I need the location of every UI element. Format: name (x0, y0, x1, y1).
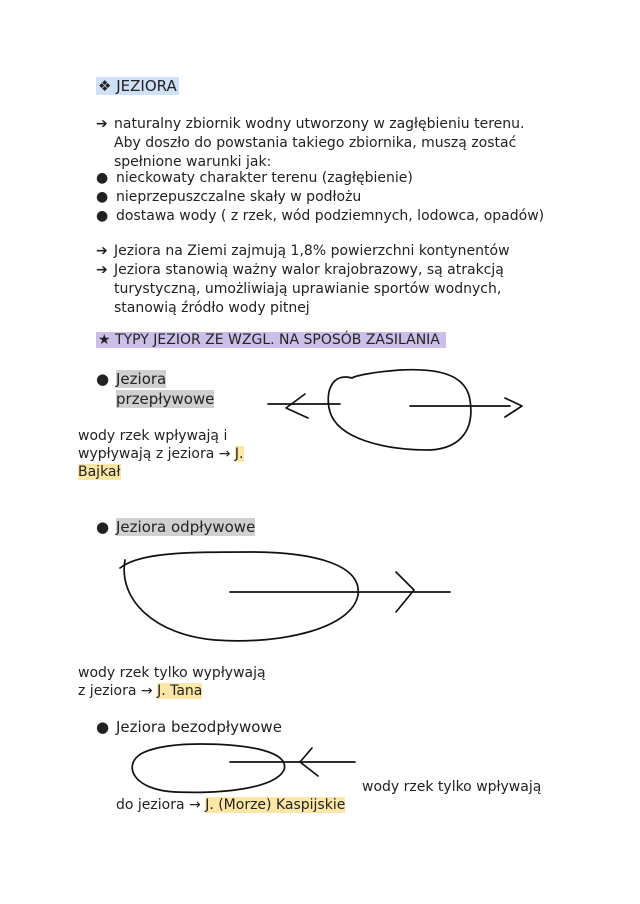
fact-2-line-3: stanowią źródło wody pitnej (114, 300, 310, 316)
arrow-right-icon: ➔ (96, 116, 108, 132)
bullet-icon: ● (96, 370, 110, 388)
bullet-icon: ● (96, 718, 110, 736)
bullet-icon: ● (96, 170, 109, 186)
type-3-example: J. (Morze) Kaspijskie (205, 797, 346, 813)
type-2-title: ● Jeziora odpływowe (96, 518, 256, 536)
type-1-example-cont: Bajkał (78, 464, 121, 480)
type-2-example-line: z jeziora → J. Tana (78, 683, 203, 699)
fact-2-line-2: turystyczną, umożliwiają uprawianie sportów wodnych, (114, 281, 502, 297)
definition-line-3: spełnione warunki jak: (114, 154, 272, 170)
section-title: TYPY JEZIOR ZE WZGL. NA SPOSÓB ZASILANIA (115, 332, 440, 348)
diamond-icon: ❖ (98, 77, 112, 95)
condition-item: ● nieprzepuszczalne skały w podłożu (96, 189, 362, 205)
arrow-right-icon: ➔ (96, 262, 108, 278)
type-1-desc-line-1: wody rzek wpływają i (78, 428, 228, 444)
bullet-icon: ● (96, 208, 109, 224)
condition-item: ● dostawa wody ( z rzek, wód podziemnych, lodowca, opadów) (96, 208, 545, 224)
star-icon: ★ (98, 332, 111, 348)
type-1-title: ● Jeziora (96, 370, 167, 388)
type-2-desc: wody rzek tylko wypływają (78, 665, 266, 681)
fact-1: ➔ Jeziora na Ziemi zajmują 1,8% powierzchni kontynentów (96, 243, 510, 259)
definition-line-1: ➔ naturalny zbiornik wodny utworzony w zagłębieniu terenu. (96, 116, 525, 132)
condition-item: ● nieckowaty charakter terenu (zagłębienie) (96, 170, 413, 186)
type-1-example: J. (234, 446, 244, 462)
heading-text: JEZIORA (116, 77, 177, 95)
type-2-example: J. Tana (157, 683, 203, 699)
type-3-title: ● Jeziora bezodpływowe (96, 718, 282, 736)
bullet-icon: ● (96, 189, 109, 205)
bullet-icon: ● (96, 518, 110, 536)
type-1-title-line-2: przepływowe (116, 390, 215, 408)
type-3-example-line: do jeziora → J. (Morze) Kaspijskie (116, 797, 346, 813)
definition-line-2: Aby doszło do powstania takiego zbiornika, muszą zostać (114, 135, 517, 151)
type-3-desc: wody rzek tylko wpływają (362, 779, 542, 795)
fact-2-line-1: ➔ Jeziora stanowią ważny walor krajobrazowy, są atrakcją (96, 262, 504, 278)
arrow-right-icon: ➔ (96, 243, 108, 259)
type-1-desc-line-2: wypływają z jeziora → J. (78, 446, 244, 462)
